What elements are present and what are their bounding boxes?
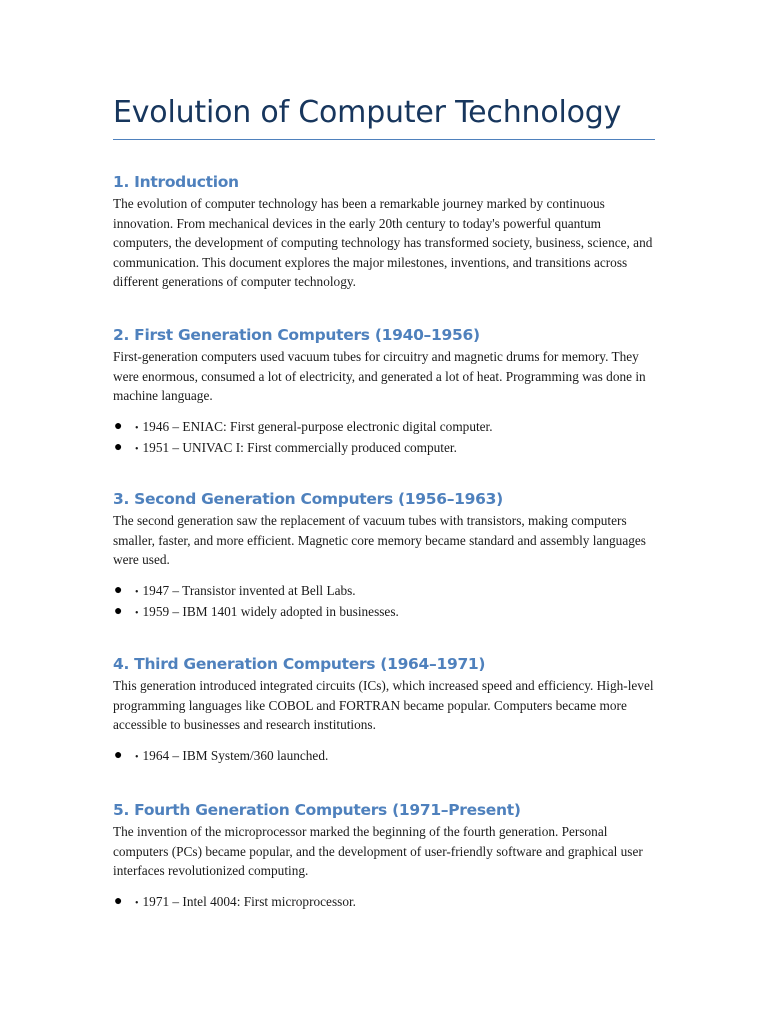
section-introduction (113, 171, 655, 292)
section-heading: 2. First Generation Computers (1940–1956) (113, 326, 480, 344)
bullet-icon: ● (114, 440, 123, 455)
list-item-text: 1951 – UNIVAC I: First commercially produced computer. (142, 440, 457, 455)
title-underline (113, 139, 655, 140)
list-item (113, 746, 655, 768)
section-second-generation (113, 488, 655, 624)
section-paragraph: This generation introduced integrated circuits (ICs), which increased speed and efficiency. High-level programming languages like COBOL and FORTRAN became popular. Computers became more accessible to businesses and research institutions. (113, 678, 654, 732)
inline-bullet-icon: • (135, 422, 139, 434)
bullet-icon: ● (114, 893, 123, 909)
inline-bullet-icon: • (135, 586, 139, 598)
bullet-list (113, 417, 655, 460)
inline-bullet-icon: • (135, 751, 139, 763)
list-item-text: 1964 – IBM System/360 launched. (142, 747, 329, 763)
list-item-text: 1971 – Intel 4004: First microprocessor. (142, 893, 356, 909)
section-heading: 5. Fourth Generation Computers (1971–Present) (113, 801, 521, 819)
list-item-text: 1946 – ENIAC: First general-purpose electronic digital computer. (142, 418, 493, 434)
section-paragraph: The evolution of computer technology has been a remarkable journey marked by continuous innovation. From mechanical devices in the early 20th century to today's powerful quantum computers, the development of computing technology has transformed society, business, science, and communication. This document explores the major milestones, inventions, and transitions across different generations of computer technology. (113, 196, 653, 289)
bullet-icon: ● (114, 604, 123, 619)
section-paragraph: The invention of the microprocessor marked the beginning of the fourth generation. Personal computers (PCs) became popular, and the development of user-friendly software and graphical user interfaces revolutionized computing. (113, 824, 643, 878)
section-first-generation (113, 324, 655, 460)
section-fourth-generation (113, 799, 655, 913)
section-paragraph: The second generation saw the replacement of vacuum tubes with transistors, making computers smaller, faster, and more efficient. Magnetic core memory became standard and assembly languages were used. (113, 513, 646, 567)
bullet-icon: ● (114, 418, 123, 434)
inline-bullet-icon: • (135, 608, 139, 619)
list-item (113, 417, 655, 439)
bullet-icon: ● (114, 582, 123, 598)
list-item (113, 438, 655, 460)
document-title: Evolution of Computer Technology (113, 95, 622, 130)
section-heading: 4. Third Generation Computers (1964–1971) (113, 655, 486, 673)
section-third-generation (113, 653, 655, 767)
bullet-list (113, 892, 655, 914)
bullet-list (113, 581, 655, 624)
list-item-text: 1959 – IBM 1401 widely adopted in businesses. (142, 604, 399, 619)
section-paragraph: First-generation computers used vacuum tubes for circuitry and magnetic drums for memory. They were enormous, consumed a lot of electricity, and generated a lot of heat. Programming was done in machine language. (113, 349, 646, 403)
inline-bullet-icon: • (135, 897, 139, 909)
section-heading: 3. Second Generation Computers (1956–1963) (113, 490, 503, 508)
bullet-icon: ● (114, 747, 123, 763)
inline-bullet-icon: • (135, 444, 139, 455)
list-item (113, 581, 655, 603)
list-item-text: 1947 – Transistor invented at Bell Labs. (142, 582, 356, 598)
section-heading: 1. Introduction (113, 173, 239, 191)
list-item (113, 602, 655, 624)
bullet-list (113, 746, 655, 768)
list-item (113, 892, 655, 914)
